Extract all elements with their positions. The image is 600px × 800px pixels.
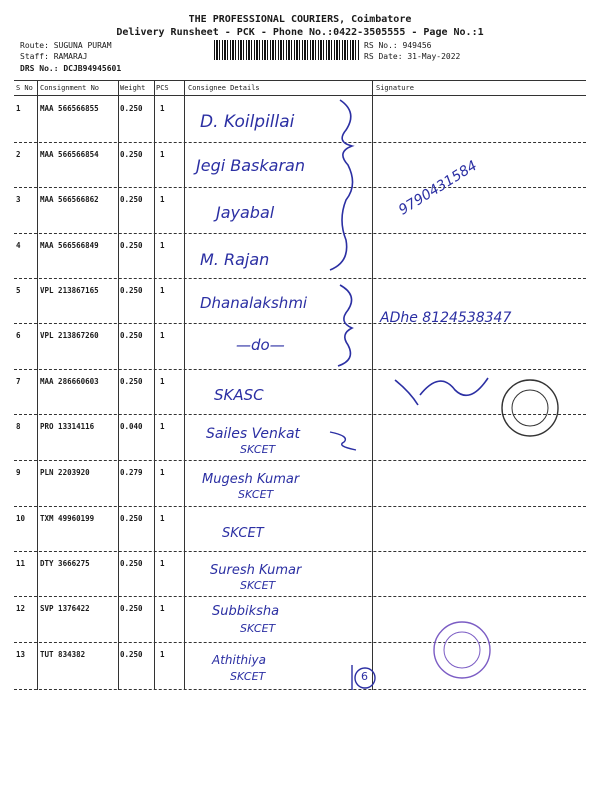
college-stamp-inner <box>512 390 548 426</box>
route-value: SUGUNA PURAM <box>53 41 112 50</box>
college-stamp <box>502 380 558 436</box>
row-consignment-no: MAA 566566854 <box>40 150 99 159</box>
signature-2: ADhe 8124538347 <box>380 310 512 326</box>
row-consignment-no: MAA 566566855 <box>40 104 99 113</box>
row-sno: 7 <box>16 377 21 386</box>
row-consignment-no: MAA 286660603 <box>40 377 99 386</box>
row-weight: 0.250 <box>120 650 143 659</box>
row-consignee: Mugesh Kumar <box>202 472 300 487</box>
col-header-pcs: PCS <box>156 84 169 92</box>
row-pcs: 1 <box>160 650 165 659</box>
row-consignee: M. Rajan <box>200 250 270 269</box>
row-sno: 9 <box>16 468 21 477</box>
purple-stamp-inner <box>444 632 480 668</box>
brace-tick <box>330 432 356 450</box>
row-consignee-line2: SKCET <box>240 622 276 635</box>
rs-date-value: 31-May-2022 <box>407 52 461 61</box>
row-sno: 3 <box>16 195 21 204</box>
row-pcs: 1 <box>160 422 165 431</box>
row-sno: 6 <box>16 331 21 340</box>
row-consignee: Sailes Venkat <box>206 426 301 442</box>
row-consignee: SKCET <box>222 526 264 541</box>
drs-value: DCJB94945601 <box>63 64 122 73</box>
runsheet-subtitle: Delivery Runsheet - PCK - Phone No.:0422-3505555 - Page No.:1 <box>116 27 484 38</box>
row-consignment-no: PRO 13314116 <box>40 422 95 431</box>
row-consignee: —do— <box>236 336 285 354</box>
row-consignment-no: TUT 834382 <box>40 650 86 659</box>
row-pcs: 1 <box>160 241 165 250</box>
signature-phone-1: 9790431584 <box>396 157 481 219</box>
col-header-weight: Weight <box>120 84 146 92</box>
row-pcs: 1 <box>160 377 165 386</box>
row-sno: 13 <box>16 650 26 659</box>
row-consignment-no: VPL 213867165 <box>40 286 99 295</box>
group-brace-2 <box>338 285 352 366</box>
row-weight: 0.250 <box>120 286 143 295</box>
col-header-signature: Signature <box>376 84 414 92</box>
row-weight: 0.250 <box>120 195 143 204</box>
row-consignment-no: DTY 3666275 <box>40 559 90 568</box>
row-consignee-line2: SKCET <box>240 443 276 456</box>
col-header-consignee: Consignee Details <box>188 84 260 92</box>
row-pcs: 1 <box>160 286 165 295</box>
row-consignee: SKASC <box>214 386 264 404</box>
row-consignment-no: SVP 1376422 <box>40 604 90 613</box>
row-consignee-line2: SKCET <box>240 579 276 592</box>
row-consignment-no: PLN 2203920 <box>40 468 90 477</box>
row-consignment-no: MAA 566566862 <box>40 195 99 204</box>
row-sno: 10 <box>16 514 26 523</box>
group-brace-1 <box>330 100 353 270</box>
row-consignee: Jegi Baskaran <box>196 156 305 175</box>
row-weight: 0.250 <box>120 377 143 386</box>
signature-scribble <box>395 378 488 405</box>
row-weight: 0.279 <box>120 468 143 477</box>
row-pcs: 1 <box>160 468 165 477</box>
row-weight: 0.250 <box>120 241 143 250</box>
row-sno: 4 <box>16 241 21 250</box>
purple-stamp <box>434 622 490 678</box>
route-label: Route: <box>20 41 49 50</box>
row-pcs: 1 <box>160 104 165 113</box>
row-weight: 0.250 <box>120 150 143 159</box>
row-pcs: 1 <box>160 195 165 204</box>
count-circle-value: 6 <box>361 670 368 683</box>
col-header-sno: S No <box>16 84 33 92</box>
rs-date-label: RS Date: <box>364 52 403 61</box>
row-pcs: 1 <box>160 331 165 340</box>
rs-no-value: 949456 <box>402 41 432 50</box>
row-consignee: Suresh Kumar <box>210 563 302 578</box>
row-consignee: D. Koilpillai <box>200 112 295 132</box>
row-consignee-line2: SKCET <box>238 488 274 501</box>
row-sno: 8 <box>16 422 21 431</box>
rs-no-label: RS No.: <box>364 41 398 50</box>
staff-value: RAMARAJ <box>53 52 88 61</box>
staff-label: Staff: <box>20 52 49 61</box>
row-sno: 11 <box>16 559 26 568</box>
row-pcs: 1 <box>160 150 165 159</box>
row-consignment-no: MAA 566566849 <box>40 241 99 250</box>
row-consignee: Jayabal <box>216 203 275 222</box>
drs-label: DRS No.: <box>20 64 59 73</box>
row-consignee-line2: SKCET <box>230 670 266 683</box>
row-pcs: 1 <box>160 604 165 613</box>
row-weight: 0.250 <box>120 559 143 568</box>
row-weight: 0.250 <box>120 331 143 340</box>
company-title: THE PROFESSIONAL COURIERS, Coimbatore <box>188 14 412 25</box>
row-pcs: 1 <box>160 514 165 523</box>
row-consignee: Athithiya <box>212 653 266 667</box>
col-header-consignment: Consignment No <box>40 84 100 92</box>
row-consignment-no: TXM 49960199 <box>40 514 95 523</box>
row-sno: 12 <box>16 604 26 613</box>
row-sno: 2 <box>16 150 21 159</box>
row-consignee: Subbiksha <box>212 604 280 619</box>
row-sno: 1 <box>16 104 21 113</box>
row-consignment-no: VPL 213867260 <box>40 331 99 340</box>
row-weight: 0.040 <box>120 422 143 431</box>
row-weight: 0.250 <box>120 514 143 523</box>
row-weight: 0.250 <box>120 104 143 113</box>
row-consignee: Dhanalakshmi <box>200 294 308 312</box>
row-weight: 0.250 <box>120 604 143 613</box>
row-pcs: 1 <box>160 559 165 568</box>
row-sno: 5 <box>16 286 21 295</box>
